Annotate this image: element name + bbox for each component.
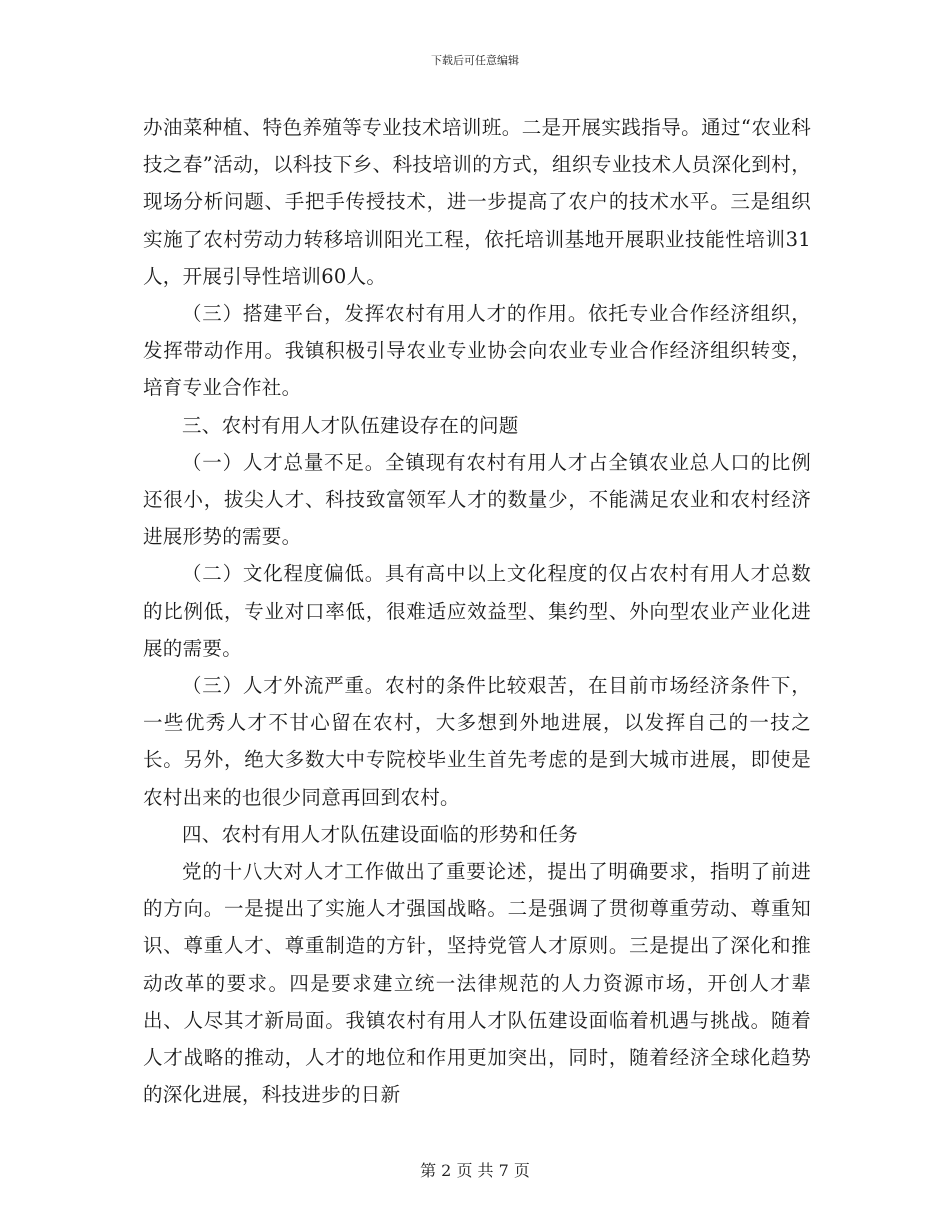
- section-heading-situation: 四、农村有用人才队伍建设面临的形势和任务: [182, 822, 579, 846]
- page-header: 下载后可任意编辑: [431, 54, 519, 67]
- paragraph-platform: （三）搭建平台，发挥农村有用人才的作用。依托专业合作经济组织，发挥带动作用。我镇积极引导农业专业协会向农业专业合作经济组织转变，培育专业合作社。: [143, 302, 811, 400]
- page-footer: 第 2 页 共 7 页: [420, 1161, 530, 1180]
- section-heading-problems: 三、农村有用人才队伍建设存在的问题: [182, 413, 519, 437]
- document-body: [143, 109, 811, 1113]
- paragraph-talent-outflow: （三）人才外流严重。农村的条件比较艰苦，在目前市场经济条件下，一些优秀人才不甘心留在农村，大多想到外地进展，以发挥自己的一技之长。另外，绝大多数大中专院校毕业生首先考虑的是到大城市进展，即使是农村出来的也很少同意再回到农村。: [143, 674, 811, 809]
- paragraph-party-congress: 党的十八大对人才工作做出了重要论述，提出了明确要求，指明了前进的方向。一是提出了实施人才强国战略。二是强调了贯彻尊重劳动、尊重知识、尊重人才、尊重制造的方针，坚持党管人才原则。三是提出了深化和推动改革的要求。四是要求建立统一法律规范的人力资源市场，开创人才辈出、人尽其才新局面。我镇农村有用人才队伍建设面临着机遇与挑战。随着人才战略的推动，人才的地位和作用更加突出，同时，随着经济全球化趋势的深化进展，科技进步的日新: [143, 860, 811, 1107]
- paragraph-talent-shortage: （一）人才总量不足。全镇现有农村有用人才占全镇农业总人口的比例还很小，拔尖人才、科技致富领军人才的数量少，不能满足农业和农村经济进展形势的需要。: [143, 450, 811, 549]
- paragraph-education-level: （二）文化程度偏低。具有高中以上文化程度的仅占农村有用人才总数的比例低，专业对口率低，很难适应效益型、集约型、外向型农业产业化进展的需要。: [143, 562, 811, 660]
- paragraph-continuation: 办油菜种植、特色养殖等专业技术培训班。二是开展实践指导。通过“农业科技之春”活动，以科技下乡、科技培训的方式，组织专业技术人员深化到村，现场分析问题、手把手传授技术，进一步提高了农户的技术水平。三是组织实施了农村劳动力转移培训阳光工程，依托培训基地开展职业技能性培训31人，开展引导性培训60人。: [143, 116, 811, 288]
